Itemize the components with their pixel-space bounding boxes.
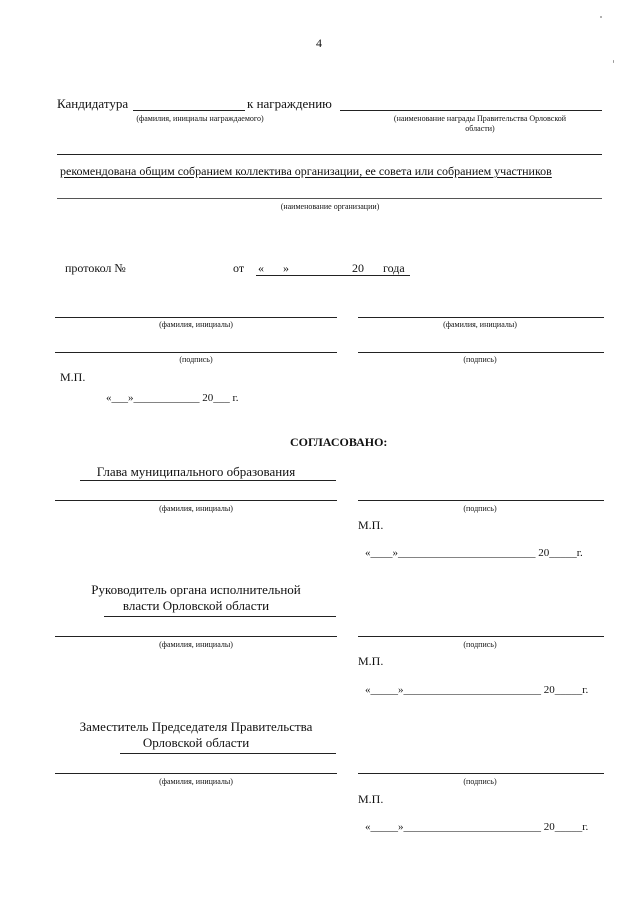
scan-speck [613, 60, 614, 63]
caption-name-right: (фамилия, инициалы) [443, 320, 517, 329]
page-number: 4 [316, 36, 322, 50]
agreed-block-3-title-underline [120, 753, 336, 754]
agreed-block-2-name-line [55, 636, 337, 637]
agreed-block-1-caption-sign: (подпись) [463, 504, 497, 513]
agreed-block-2-caption-sign: (подпись) [463, 640, 497, 649]
agreed-block-3-sign-line [358, 773, 604, 774]
agreed-block-3-name-line [55, 773, 337, 774]
caption-award-name-line2: области) [465, 124, 495, 133]
agreed-block-1-title [55, 464, 337, 480]
recommendation-top-line [57, 154, 602, 155]
name-line-left [55, 317, 337, 318]
caption-name-left: (фамилия, инициалы) [159, 320, 233, 329]
caption-sign-right: (подпись) [463, 355, 497, 364]
agreed-block-3-caption-name: (фамилия, инициалы) [159, 777, 233, 786]
agreed-block-2-title-line2: власти Орловской области [122, 598, 270, 613]
agreed-block-1-name-line [55, 500, 337, 501]
candidate-label: Кандидатура [57, 96, 129, 111]
agreed-block-1-title-underline [80, 480, 336, 481]
stamp-placeholder: М.П. [60, 370, 86, 384]
protocol-from-label: от [233, 261, 245, 275]
agreed-block-3-title-line2: Орловской области [142, 735, 250, 750]
scan-speck [600, 16, 602, 18]
agreed-block-2-stamp: М.П. [358, 654, 384, 668]
caption-sign-left: (подпись) [179, 355, 213, 364]
caption-awardee-name: (фамилия, инициалы награждаемого) [136, 114, 264, 123]
caption-organization-name: (наименование организации) [280, 202, 380, 211]
agreed-block-1-stamp: М.П. [358, 518, 384, 532]
agreed-block-3-date: «_____»_________________________ 20_____г. [365, 821, 589, 833]
protocol-year-suffix: года [383, 261, 405, 275]
agreed-title: СОГЛАСОВАНО: [290, 435, 388, 449]
agreed-block-1-date: «____»_________________________ 20_____г. [365, 547, 583, 559]
protocol-year-prefix: 20 [352, 261, 364, 275]
agreed-block-2-title-line1: Руководитель органа исполнительной [91, 582, 301, 597]
protocol-quote-close: » [283, 261, 289, 275]
agreed-block-1-title-line1: Глава муниципального образования [96, 464, 296, 479]
name-line-right [358, 317, 604, 318]
agreed-block-1-caption-name: (фамилия, инициалы) [159, 504, 233, 513]
agreed-block-2-caption-name: (фамилия, инициалы) [159, 640, 233, 649]
agreed-block-3-title [55, 719, 337, 751]
organization-line [57, 198, 602, 199]
protocol-label: протокол № [65, 261, 126, 275]
agreed-block-3-title-line1: Заместитель Председателя Правительства [79, 719, 313, 734]
agreed-block-3-stamp: М.П. [358, 792, 384, 806]
recommendation-text: рекомендована общим собранием коллектива организации, ее совета или собранием участников [60, 164, 552, 178]
agreed-block-2-title-underline [104, 616, 336, 617]
agreed-block-2-title [55, 582, 337, 614]
agreed-block-3-caption-sign: (подпись) [463, 777, 497, 786]
caption-award-name-line1: (наименование награды Правительства Орловской [393, 114, 567, 123]
candidate-name-line [133, 110, 245, 111]
sign-line-left [55, 352, 337, 353]
agreed-block-2-date: «_____»_________________________ 20_____г. [365, 684, 589, 696]
agreed-block-2-sign-line [358, 636, 604, 637]
protocol-date-line [256, 275, 410, 276]
candidate-award-label: к награждению [247, 96, 332, 111]
sign-line-right [358, 352, 604, 353]
protocol-quote-open: « [258, 261, 264, 275]
award-name-line [340, 110, 602, 111]
signature-date: «___»____________ 20___ г. [106, 392, 239, 404]
agreed-block-1-sign-line [358, 500, 604, 501]
